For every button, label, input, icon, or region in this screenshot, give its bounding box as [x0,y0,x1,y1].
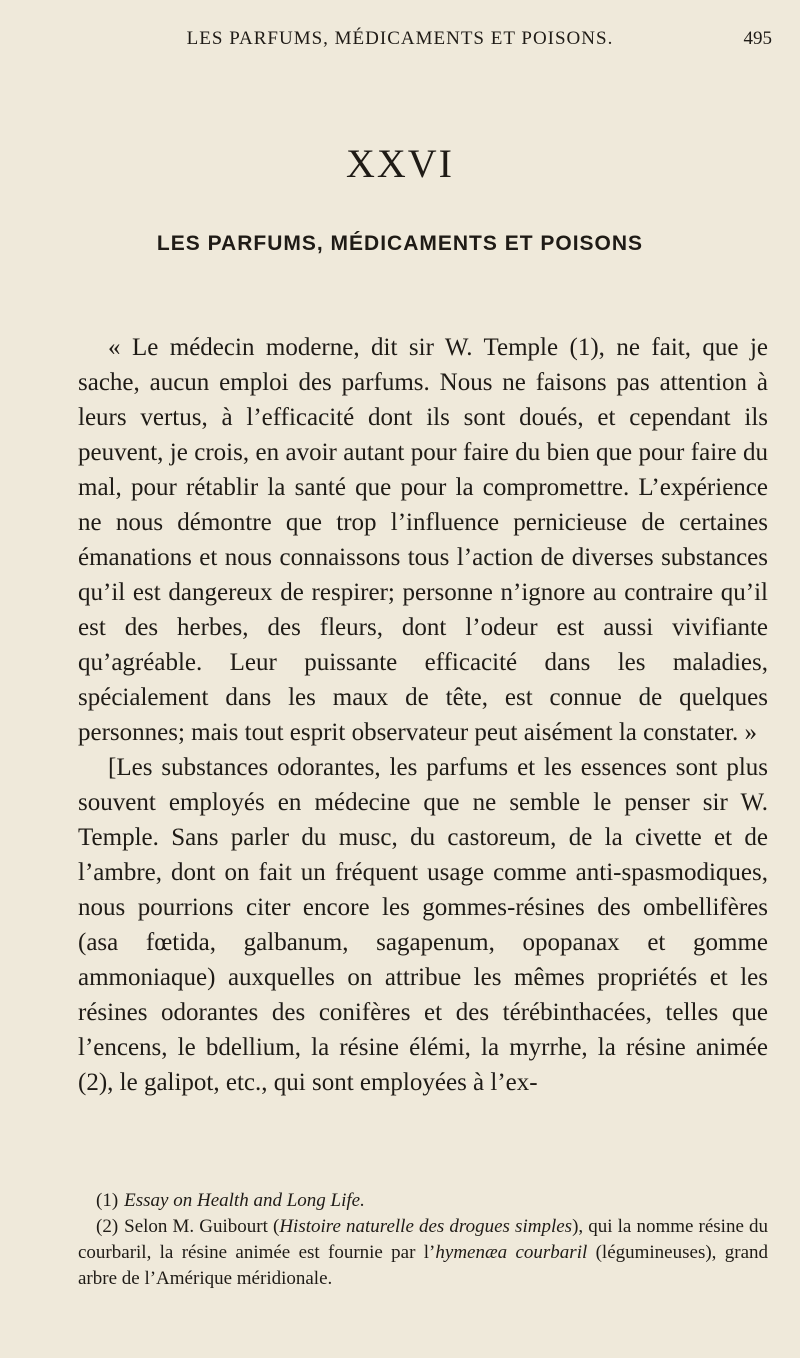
footnote-2-species: hymenæa courbaril [435,1242,588,1263]
footnote-1 [78,1188,768,1214]
running-head: LES PARFUMS, MÉDICAMENTS ET POISONS. [186,28,614,49]
footnote-2-text-b: ), qui la nomme résine du courbaril, la résine animée est fournie par l’ [78,1216,769,1263]
footnote-1-number: (1) [96,1190,119,1211]
chapter-title: LES PARFUMS, MÉDICAMENTS ET POISONS [156,232,644,255]
paragraph-quote: « Le médecin moderne, dit sir W. Temple (1), ne fait, que je sache, aucun emploi des parfums. Nous ne faisons pas attention à leurs vertus, à l’efficacité dont ils sont doués, et cependant ils peuvent, je crois, en avoir autant pour faire du bien que pour faire du mal, pour rétablir la santé que pour la compromettre. L’expérience ne nous démontre que trop l’influence pernicieuse de certaines émanations et nous connaissons tous l’action de diverses substances qu’il est dangereux de respirer; personne n’ignore au contraire qu’il est des herbes, des fleurs, dont l’odeur est aussi vivifiante qu’agréable. Leur puissante efficacité dans les maladies, spécialement dans les maux de tête, est connue de quelques personnes; mais tout esprit observateur peut aisément la constater. » [78,334,768,746]
footnote-2-text-a: Selon M. Guibourt ( [124,1216,280,1237]
page-number: 495 [743,28,772,49]
paragraph-commentary: [Les substances odorantes, les parfums et les essences sont plus souvent employés en médecine que ne semble le penser sir W. Temple. Sans parler du musc, du castoreum, de la civette et de l’ambre, dont on fait un fréquent usage comme anti-spasmodiques, nous pourrions citer encore les gommes-résines des ombellifères (asa fœtida, galbanum, sagapenum, opopanax et gomme ammoniaque) auxquelles on attribue les mêmes propriétés et les résines odorantes des conifères et des térébinthacées, telles que l’encens, le bdellium, la résine élémi, la myrrhe, la résine animée (2), le galipot, etc., qui sont employées à l’ex- [78,754,768,1096]
footnote-1-title: Essay on Health and Long Life. [124,1190,365,1211]
footnote-2-book-title: Histoire naturelle des drogues simples [279,1216,573,1237]
footnote-2 [78,1214,768,1292]
footnotes [78,1188,768,1292]
footnote-2-text-c: (légumineuses), grand arbre de l’Amérique méridionale. [78,1242,769,1289]
chapter-number: XXVI [346,141,454,186]
footnote-2-number: (2) [96,1216,119,1237]
body-text [78,330,768,1100]
